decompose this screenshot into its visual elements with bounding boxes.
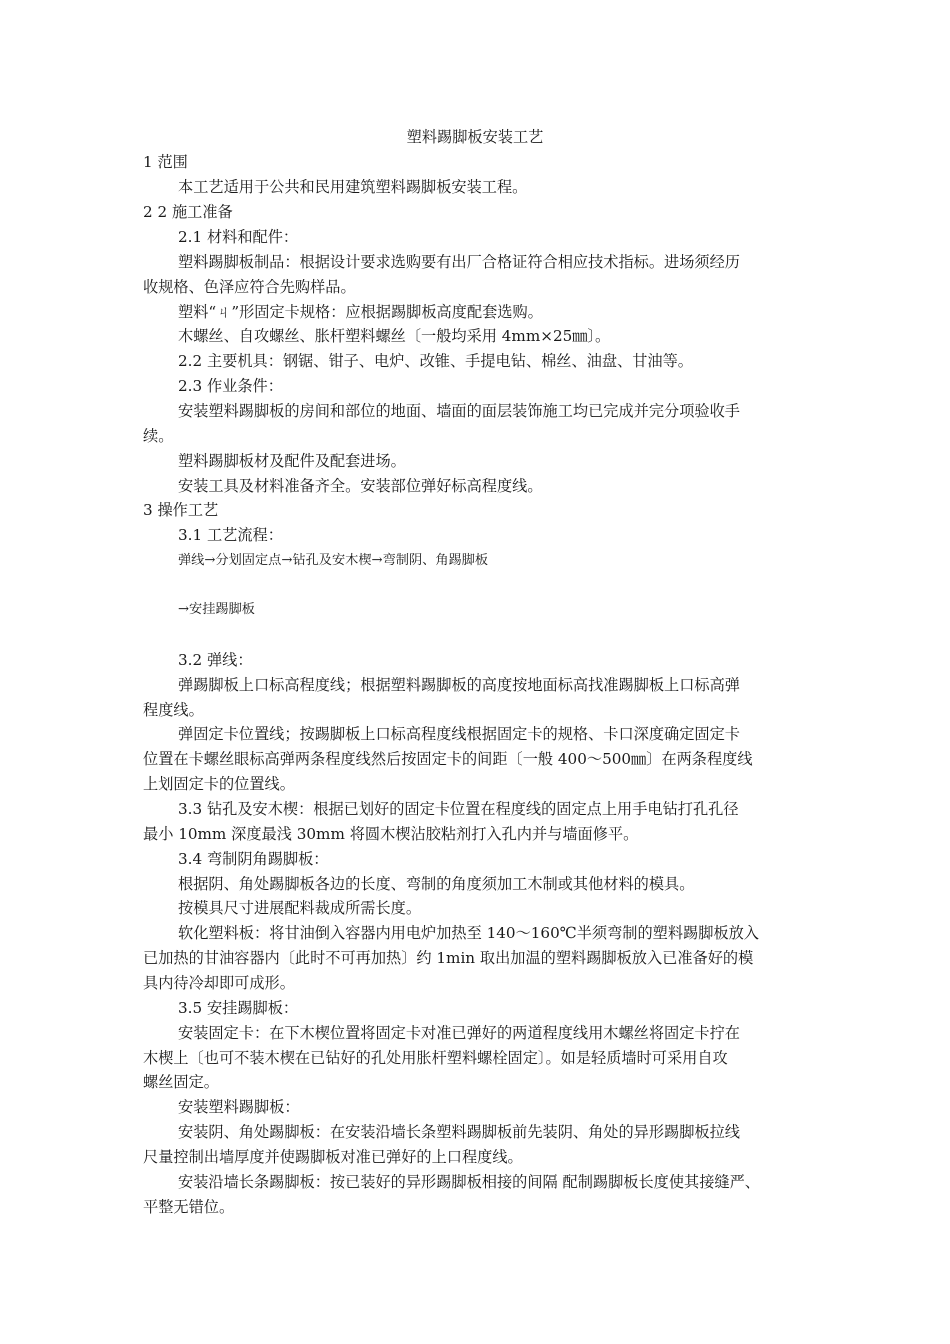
- paragraph-line: 根据阴、角处踢脚板各边的长度、弯制的角度须加工木制或其他材料的模具。: [178, 875, 695, 893]
- paragraph-line: 塑料踢脚板材及配件及配套进场。: [178, 452, 406, 470]
- paragraph-line: 安装塑料踢脚板：: [178, 1098, 300, 1116]
- section-heading-preparation: 2 2 施工准备: [143, 203, 233, 221]
- paragraph-line: 已加热的甘油容器内〔此时不可再加热〕约 1min 取出加温的塑料踢脚板放入已准备好的模: [143, 949, 754, 967]
- subsection-heading: 3.2 弹线：: [178, 651, 253, 669]
- paragraph-line: 木楔上〔也可不装木楔在已钻好的孔处用胀杆塑料螺栓固定〕。如是轻质墙时可采用自攻: [143, 1049, 728, 1067]
- subsection-heading: 2.1 材料和配件：: [178, 228, 299, 246]
- subsection-heading: 3.4 弯制阴角踢脚板：: [178, 850, 329, 868]
- paragraph-line: 收规格、色泽应符合先购样品。: [143, 278, 356, 296]
- subsection-heading: 3.1 工艺流程：: [178, 526, 283, 544]
- paragraph-line: 2.2 主要机具：钢锯、钳子、电炉、改锥、手提电钻、棉丝、油盘、甘油等。: [178, 352, 693, 370]
- paragraph-line: 续。: [143, 427, 174, 445]
- paragraph-line: 程度线。: [143, 701, 204, 719]
- document-title: 塑料踢脚板安装工艺: [406, 128, 544, 146]
- paragraph-line: 弹固定卡位置线；按踢脚板上口标高程度线根据固定卡的规格、卡口深度确定固定卡: [178, 725, 740, 743]
- subsection-heading: 3.5 安挂踢脚板：: [178, 999, 299, 1017]
- paragraph-line: 安装沿墙长条踢脚板：按已装好的异形踢脚板相接的间隔 配制踢脚板长度使其接缝严、: [178, 1173, 760, 1191]
- paragraph-line: 平整无错位。: [143, 1198, 235, 1216]
- section-heading-scope: 1 范围: [143, 153, 188, 171]
- paragraph-line: 软化塑料板：将甘油倒入容器内用电炉加热至 140～160℃半须弯制的塑料踢脚板放入: [178, 924, 759, 942]
- paragraph-line: 安装固定卡：在下木楔位置将固定卡对准已弹好的两道程度线用木螺丝将固定卡拧在: [178, 1024, 740, 1042]
- section-heading-operation: 3 操作工艺: [143, 501, 219, 519]
- process-flow-line: →安挂踢脚板: [178, 602, 255, 617]
- paragraph-line: 3.3 钻孔及安木楔：根据已划好的固定卡位置在程度线的固定点上用手电钻打孔孔径: [178, 800, 739, 818]
- paragraph-line: 安装塑料踢脚板的房间和部位的地面、墙面的面层装饰施工均已完成并完分项验收手: [178, 402, 740, 420]
- paragraph-line: 位置在卡螺丝眼标高弹两条程度线然后按固定卡的间距〔一般 400～500㎜〕在两条程度线: [143, 750, 753, 768]
- paragraph-line: 安装工具及材料准备齐全。安装部位弹好标高程度线。: [178, 477, 543, 495]
- paragraph-line: 本工艺适用于公共和民用建筑塑料踢脚板安装工程。: [178, 178, 528, 196]
- paragraph-line: 安装阴、角处踢脚板：在安装沿墙长条塑料踢脚板前先装阴、角处的异形踢脚板拉线: [178, 1123, 740, 1141]
- paragraph-line: 螺丝固定。: [143, 1073, 219, 1091]
- paragraph-line: 最小 10mm 深度最浅 30mm 将圆木楔沾胶粘剂打入孔内并与墙面修平。: [143, 825, 639, 843]
- paragraph-line: 上划固定卡的位置线。: [143, 775, 295, 793]
- paragraph-line: 塑料踢脚板制品：根据设计要求选购要有出厂合格证符合相应技术指标。进场须经历: [178, 253, 740, 271]
- paragraph-line: 按模具尺寸进展配料裁成所需长度。: [178, 899, 421, 917]
- paragraph-line: 具内待冷却即可成形。: [143, 974, 295, 992]
- subsection-heading: 2.3 作业条件：: [178, 377, 283, 395]
- paragraph-line: 木螺丝、自攻螺丝、胀杆塑料螺丝〔一般均采用 4mm×25㎜〕。: [178, 327, 611, 345]
- process-flow-line: 弹线→分划固定点→钻孔及安木楔→弯制阴、角踢脚板: [178, 553, 489, 568]
- paragraph-line: 塑料“ㄐ”形固定卡规格：应根据踢脚板高度配套选购。: [178, 303, 543, 321]
- paragraph-line: 弹踢脚板上口标高程度线；根据塑料踢脚板的高度按地面标高找准踢脚板上口标高弹: [178, 676, 740, 694]
- paragraph-line: 尺量控制出墙厚度并使踢脚板对准已弹好的上口程度线。: [143, 1148, 523, 1166]
